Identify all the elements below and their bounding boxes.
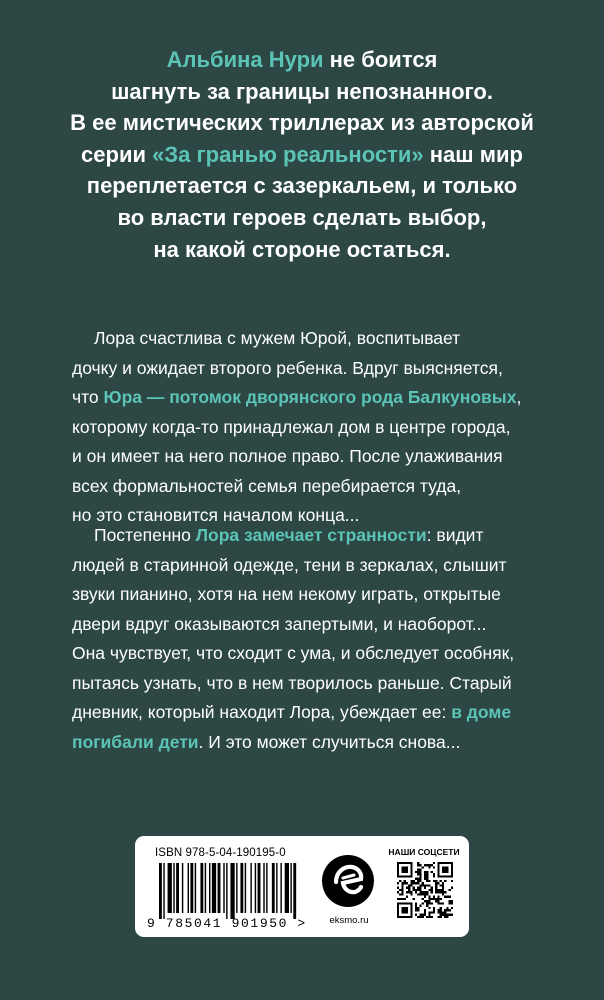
p2-line-3: звуки пианино, хотя на нем некому играть, открытые [72,584,501,604]
barcode-bar [182,863,183,913]
barcode-bar [195,863,196,913]
p2-highlight-1: Лора замечает странности [195,525,427,545]
p1-line-2: дочку и ожидает второго ребенка. Вдруг выясняется, [72,357,503,378]
barcode-bar [176,863,179,913]
p2-line-5: Она чувствует, что сходит с ума, и обследует особняк, [72,643,515,663]
p2-highlight-2a: в доме [451,702,512,722]
p1-line-5: и он имеет на него полное право. После улаживания [72,446,503,466]
barcode-bar [263,863,264,913]
barcode-bar [209,863,210,913]
barcode-bar [290,863,291,913]
barcode-bar [245,863,246,913]
intro-line-6: во власти героев сделать выбор, [117,204,487,230]
barcode-number: 9 785041 901950 > [147,916,307,931]
p2-highlight-2b: погибали дети [72,731,199,752]
intro-line-2: шагнуть за границы непознанного. [111,78,493,104]
barcode-bar [200,863,203,913]
barcode-bar [276,863,277,913]
intro-block [0,44,604,265]
qr-code-icon[interactable] [397,862,453,918]
barcode-bar [250,863,251,913]
p2-line-8: погибали дети. И это может случиться снова... [72,731,461,752]
p1-line-1: Лора счастлива с мужем Юрой, воспитывает [94,328,461,348]
eksmo-logo-icon[interactable] [321,854,375,908]
barcode-bar [163,863,164,919]
p1-highlight: Юра — потомок дворянского рода Балкуновых [103,387,517,407]
barcode-card [135,836,469,937]
p1-line-7: но это становится началом конца... [72,505,360,525]
barcode-bar [173,863,174,913]
synopsis-paragraph-2 [72,521,562,757]
p2-line-6: пытаясь узнать, что в нем творилось раньше. Старый [72,672,512,693]
author-name: Альбина Нури [166,47,324,72]
barcode-bar [223,863,224,913]
intro-line-1: Альбина Нури не боится [166,47,438,72]
barcode-bar [168,863,172,913]
barcode-bar [285,863,289,913]
barcode-bar [190,863,193,913]
p2-line-1: Постепенно Лора замечает странности: видит [94,525,484,545]
barcode-bar [272,863,275,913]
publisher-url[interactable]: eksmo.ru [329,915,369,926]
barcode-bar [188,863,189,913]
barcode-bar [293,863,296,919]
p2-line-4: двери вдруг оказываются запертыми, и наоборот... [72,613,487,634]
p1-line-4: которому когда-то принадлежал дом в центре города, [72,416,511,437]
p1-line-6: всех формальностей семья перебирается туда, [72,475,462,496]
synopsis-paragraph-1 [72,324,562,531]
barcode-bar [205,863,206,913]
intro-line-5: переплетается с зазеркальем, и только [86,173,518,199]
barcode-bar [230,863,234,919]
isbn-text: ISBN 978-5-04-190195-0 [155,847,286,859]
barcode-bar [280,863,281,913]
barcode-bar [266,863,267,913]
intro-line-7: на какой стороне остаться. [153,236,451,262]
barcode-bar [255,863,256,913]
barcode-bar [240,863,243,913]
intro-line-4: серии «За гранью реальности» наш мир [81,141,523,167]
p2-line-2: людей в старинной одежде, тени в зеркалах, слышит [72,554,507,575]
barcode-bar [258,863,261,913]
series-name: «За гранью реальности» [152,141,424,167]
barcode-bars [159,863,299,919]
barcode-bar [218,863,221,913]
p1-line-3: что Юра — потомок дворянского рода Балкуновых, [72,387,522,407]
p2-line-7: дневник, который находит Лора, убеждает ее: в доме [72,702,512,722]
barcode-bar [236,863,237,913]
social-label: НАШИ СОЦСЕТИ [388,847,460,857]
barcode [159,863,299,919]
barcode-bar [159,863,162,919]
barcode-bar [212,863,216,913]
intro-line-3: В ее мистических триллерах из авторской [70,110,534,136]
barcode-bar [226,863,227,919]
